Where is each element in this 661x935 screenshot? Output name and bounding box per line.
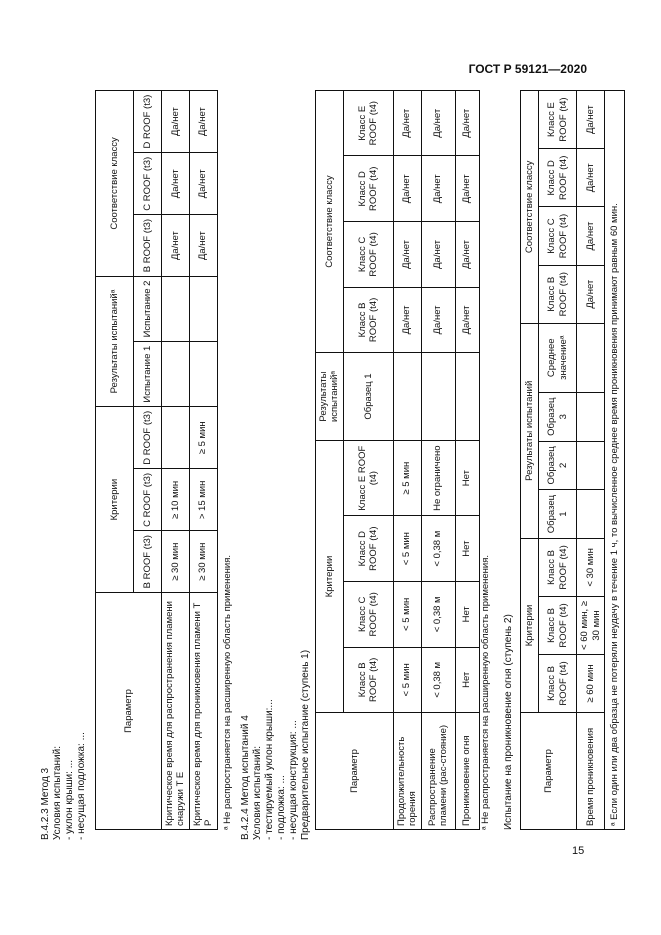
m4-r3-y1: Да/нет bbox=[455, 222, 479, 288]
m4-h-res: Результаты испытанийᵃ bbox=[316, 353, 344, 441]
m3-r1-y3: Да/нет bbox=[162, 91, 190, 153]
m3-r1-param: Критическое время для распространения пламени снаружи T E bbox=[162, 593, 190, 830]
m4-r3-s1 bbox=[455, 353, 479, 441]
m3-r1-v3 bbox=[162, 407, 190, 469]
m4-r2-y3: Да/нет bbox=[421, 91, 455, 156]
m3-r2-param: Критическое время для проникновения пламени T P bbox=[189, 593, 217, 830]
m3-r2-y2: Да/нет bbox=[189, 153, 217, 215]
m4-r3-y0: Да/нет bbox=[455, 287, 479, 352]
m4-r1-v1: < 5 мин bbox=[393, 582, 421, 648]
m4-r2-param: Распространение пламени (рас-стояние) bbox=[421, 713, 455, 830]
m3-t1: Испытание 1 bbox=[134, 342, 162, 407]
m4-r1-s1 bbox=[393, 353, 421, 441]
s2-o1: Образец 1 bbox=[539, 490, 577, 539]
m4-s1: Образец 1 bbox=[343, 353, 393, 441]
m4-r3-v2: Нет bbox=[455, 516, 479, 582]
m4-k3: Класс D ROOF (t4) bbox=[343, 516, 393, 582]
method4-stage1: Предварительное испытание (ступень 1) bbox=[300, 649, 311, 840]
m4-r1-v0: < 5 мин bbox=[393, 647, 421, 712]
method3-section bbox=[40, 90, 88, 840]
m3-k2: C ROOF (t3) bbox=[134, 469, 162, 531]
method3-footnote: ᵃ Не распространяется на расширенную область применения. bbox=[222, 554, 233, 830]
s2-r1-o2 bbox=[577, 441, 605, 490]
m3-t2: Испытание 2 bbox=[134, 276, 162, 341]
m4-h-param: Параметр bbox=[316, 713, 394, 830]
m4-c4: Класс E ROOF (t4) bbox=[343, 91, 393, 156]
s2-footnote: ᵃ Если один или два образца не потеряли неудачу в течение 1 ч, то вычисленное среднее время проникновения принимают равным 60 мин. bbox=[605, 91, 625, 830]
method4-cond-substrate: - подложка: ... bbox=[276, 775, 287, 840]
m3-r2-y3: Да/нет bbox=[189, 91, 217, 153]
m4-r1-y1: Да/нет bbox=[393, 222, 421, 288]
m4-r2-v0: < 0,38 м bbox=[421, 647, 455, 712]
method3-cond-support: - несущая подложка: ... bbox=[76, 732, 87, 840]
s2-o2: Образец 2 bbox=[539, 441, 577, 490]
method4-table bbox=[315, 90, 480, 830]
s2-r1-v1: ≥ 60 мин bbox=[577, 654, 605, 712]
m3-r1-t1 bbox=[162, 342, 190, 407]
standard-number: ГОСТ Р 59121—2020 bbox=[468, 62, 587, 76]
m4-r3-param: Проникновение огня bbox=[455, 713, 479, 830]
m4-h-crit: Критерии bbox=[316, 440, 344, 712]
m4-r2-y2: Да/нет bbox=[421, 156, 455, 222]
method3-title: В.4.2.3 Метод 3 bbox=[40, 767, 51, 840]
m3-r1-t2 bbox=[162, 276, 190, 341]
m3-k1: B ROOF (t3) bbox=[134, 531, 162, 593]
m4-c1: Класс B ROOF (t4) bbox=[343, 287, 393, 352]
stage2-title: Испытание на проникновение огня (ступень 2) bbox=[503, 614, 514, 830]
method4-cond-slope: - тестируемый уклон крыши:... bbox=[264, 699, 275, 840]
s2-c4: Класс E ROOF (t4) bbox=[539, 91, 577, 149]
s2-r1-avg bbox=[577, 323, 605, 392]
s2-r1-y3: Да/нет bbox=[577, 91, 605, 149]
m3-r1-y2: Да/нет bbox=[162, 153, 190, 215]
m4-r1-v3: ≥ 5 мин bbox=[393, 440, 421, 515]
s2-h-conf: Соответствие классу bbox=[521, 91, 539, 324]
s2-k1: Класс B ROOF (t4) bbox=[539, 654, 577, 712]
method4-section bbox=[240, 90, 312, 840]
m4-k2: Класс C ROOF (t4) bbox=[343, 582, 393, 648]
m3-c1: B ROOF (t3) bbox=[134, 215, 162, 277]
s2-r1-y1: Да/нет bbox=[577, 207, 605, 265]
m4-k1: Класс B ROOF (t4) bbox=[343, 647, 393, 712]
m4-r3-y3: Да/нет bbox=[455, 91, 479, 156]
method3-conditions: Условия испытаний: bbox=[52, 746, 63, 840]
m3-h-crit: Критерии bbox=[96, 407, 134, 593]
m4-r1-y3: Да/нет bbox=[393, 91, 421, 156]
m4-r2-y1: Да/нет bbox=[421, 222, 455, 288]
method4-cond-structure: - несущая конструкция: ... bbox=[288, 720, 299, 840]
m4-r2-s1 bbox=[421, 353, 455, 441]
m4-r1-param: Продолжительность горения bbox=[393, 713, 421, 830]
m3-r2-y1: Да/нет bbox=[189, 215, 217, 277]
m3-r1-v1: ≥ 30 мин bbox=[162, 531, 190, 593]
m3-k3: D ROOF (t3) bbox=[134, 407, 162, 469]
s2-r1-y0: Да/нет bbox=[577, 265, 605, 323]
method3-table bbox=[95, 90, 218, 830]
s2-c2: Класс C ROOF (t4) bbox=[539, 207, 577, 265]
m3-r2-v2: > 15 мин bbox=[189, 469, 217, 531]
m4-r2-v3: Не ограничено bbox=[421, 440, 455, 515]
m4-r3-v0: Нет bbox=[455, 647, 479, 712]
s2-r1-y2: Да/нет bbox=[577, 149, 605, 207]
m3-r1-y1: Да/нет bbox=[162, 215, 190, 277]
s2-h-crit: Критерии bbox=[521, 538, 539, 712]
m3-r1-v2: ≥ 10 мин bbox=[162, 469, 190, 531]
s2-r1-param: Время проникновения bbox=[577, 713, 605, 830]
m4-r3-y2: Да/нет bbox=[455, 156, 479, 222]
m3-r2-t1 bbox=[189, 342, 217, 407]
m4-r1-y0: Да/нет bbox=[393, 287, 421, 352]
s2-c3: Класс D ROOF (t4) bbox=[539, 149, 577, 207]
m3-h-param: Параметр bbox=[96, 593, 162, 830]
method4-conditions: Условия испытаний: bbox=[252, 746, 263, 840]
m4-r2-v2: < 0,38 м bbox=[421, 516, 455, 582]
s2-avg: Среднее значениеᵃ bbox=[539, 323, 577, 392]
m4-h-conf: Соответствие классу bbox=[316, 91, 344, 353]
m4-r2-y0: Да/нет bbox=[421, 287, 455, 352]
m4-c2: Класс C ROOF (t4) bbox=[343, 222, 393, 288]
stage2-table bbox=[520, 90, 625, 830]
m3-h-res: Результаты испытанийᵃ bbox=[96, 276, 134, 406]
s2-k3: Класс B ROOF (t4) bbox=[539, 538, 577, 596]
m4-k4: Класс E ROOF (t4) bbox=[343, 440, 393, 515]
s2-r1-o3 bbox=[577, 392, 605, 441]
m4-r3-v3: Нет bbox=[455, 440, 479, 515]
m3-h-conf: Соответствие классу bbox=[96, 91, 134, 277]
rotated-content bbox=[40, 90, 620, 840]
m3-r2-v1: ≥ 30 мин bbox=[189, 531, 217, 593]
m3-c2: C ROOF (t3) bbox=[134, 153, 162, 215]
m4-c3: Класс D ROOF (t4) bbox=[343, 156, 393, 222]
m3-c3: D ROOF (t3) bbox=[134, 91, 162, 153]
s2-h-res: Результаты испытаний bbox=[521, 323, 539, 538]
m3-r2-t2 bbox=[189, 276, 217, 341]
method4-title: В.4.2.4 Метод испытаний 4 bbox=[240, 715, 251, 840]
method4-footnote: ᵃ Не распространяется на расширенную область применения. bbox=[480, 554, 491, 830]
m4-r1-y2: Да/нет bbox=[393, 156, 421, 222]
s2-r1-v2: < 60 мин, ≥ 30 мин bbox=[577, 596, 605, 654]
m4-r1-v2: < 5 мин bbox=[393, 516, 421, 582]
s2-r1-o1 bbox=[577, 490, 605, 539]
page-number: 15 bbox=[572, 845, 585, 857]
s2-r1-v3: < 30 мин bbox=[577, 538, 605, 596]
m4-r2-v1: < 0,38 м bbox=[421, 582, 455, 648]
s2-c1: Класс B ROOF (t4) bbox=[539, 265, 577, 323]
s2-o3: Образец 3 bbox=[539, 392, 577, 441]
s2-k2: Класс B ROOF (t4) bbox=[539, 596, 577, 654]
m4-r3-v1: Нет bbox=[455, 582, 479, 648]
s2-h-param: Параметр bbox=[521, 713, 577, 830]
m3-r2-v3: ≥ 5 мин bbox=[189, 407, 217, 469]
method3-cond-slope: - уклон крыши: ... bbox=[64, 759, 75, 840]
